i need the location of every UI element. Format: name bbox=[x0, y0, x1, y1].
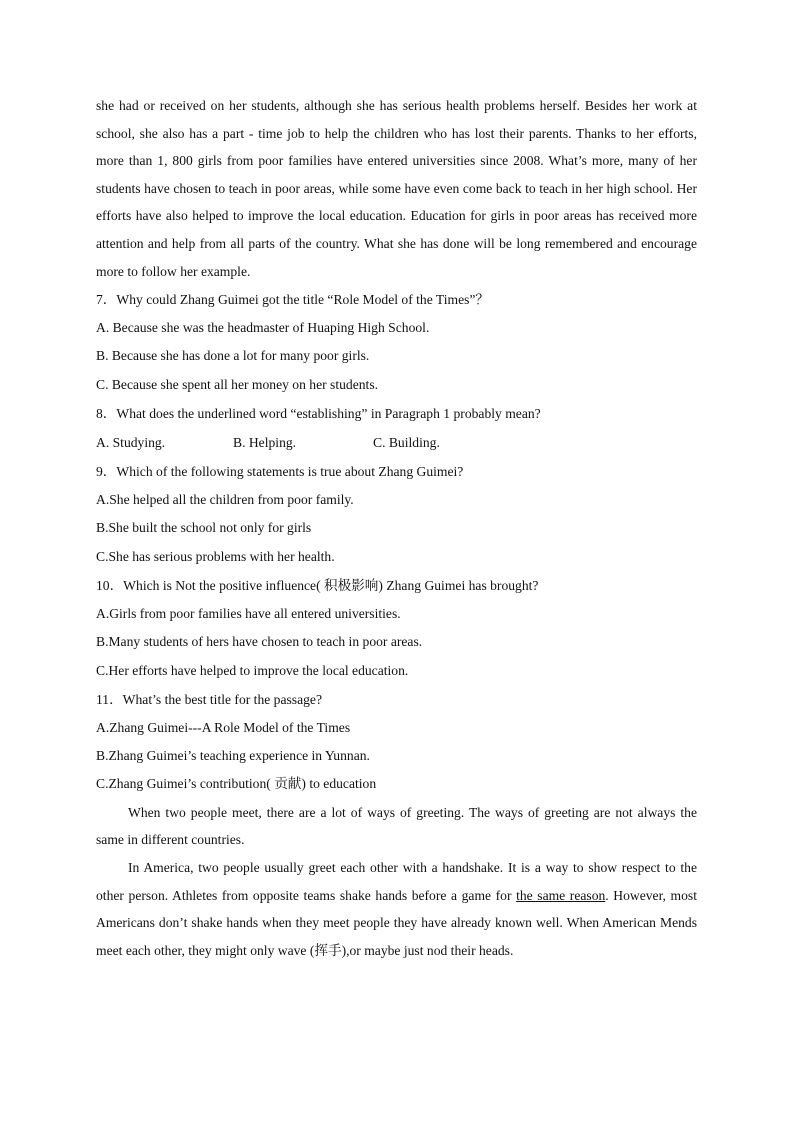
option-a: A. Studying. bbox=[96, 435, 166, 451]
underlined-phrase: the same reason bbox=[516, 887, 606, 903]
paragraph-text: In America, two people usually greet each other with a handshake. It is a way to show respect to the other person. Athletes from opposite teams shake hands before a game for bbox=[96, 859, 697, 903]
question-8 bbox=[96, 399, 697, 457]
question-10 bbox=[96, 571, 697, 685]
option-c: C. Building. bbox=[373, 435, 440, 451]
option-b: B.She built the school not only for girls bbox=[96, 520, 312, 536]
option-c: C.Zhang Guimei’s contribution( 贡献) to education bbox=[96, 776, 377, 792]
passage2-paragraph-2 bbox=[96, 854, 697, 964]
options-row bbox=[96, 428, 697, 457]
option-a: A. Because she was the headmaster of Huaping High School. bbox=[96, 320, 430, 336]
option-c: C.Her efforts have helped to improve the local education. bbox=[96, 662, 409, 678]
question-stem: 7．Why could Zhang Guimei got the title “Role Model of the Times”？ bbox=[96, 292, 490, 308]
option-c: C.She has serious problems with her health. bbox=[96, 548, 335, 564]
option-b: B.Many students of hers have chosen to teach in poor areas. bbox=[96, 634, 423, 650]
document-page bbox=[96, 92, 697, 964]
option-c: C. Because she spent all her money on her students. bbox=[96, 376, 379, 392]
question-stem: 8．What does the underlined word “establishing” in Paragraph 1 probably mean? bbox=[96, 406, 541, 422]
question-stem: 9．Which of the following statements is true about Zhang Guimei? bbox=[96, 464, 464, 480]
question-9 bbox=[96, 457, 697, 571]
question-11 bbox=[96, 685, 697, 799]
option-b: B. Because she has done a lot for many poor girls. bbox=[96, 348, 370, 364]
question-stem: 10．Which is Not the positive influence( 积极影响) Zhang Guimei has brought? bbox=[96, 577, 539, 593]
option-b: B. Helping. bbox=[233, 435, 297, 451]
option-b: B.Zhang Guimei’s teaching experience in Yunnan. bbox=[96, 748, 370, 764]
question-7 bbox=[96, 285, 697, 399]
question-stem: 11．What’s the best title for the passage? bbox=[96, 691, 322, 707]
passage2-paragraph-1: When two people meet, there are a lot of ways of greeting. The ways of greeting are not always the same in different countries. bbox=[96, 804, 697, 848]
passage1-text: she had or received on her students, although she has serious health problems herself. Besides her work at school, she also has a part - time job to help the children who has lost their parents. Thanks to her efforts, more than 1, 800 girls from poor families have entered universities since 2008. What’s more, many of her students have chosen to teach in poor areas, while some have even come back to teach in her high school. Her efforts have also helped to improve the local education. Education for girls in poor areas has received more attention and help from all parts of the country. What she has done will be long remembered and encourage more to follow her example. bbox=[96, 98, 697, 279]
option-a: A.Girls from poor families have all entered universities. bbox=[96, 605, 401, 621]
paragraph-text: . However, most Americans don’t shake hands when they meet people they have already known well. When American Mends meet each other, they might only wave (挥手),or maybe just nod their heads. bbox=[96, 887, 697, 958]
option-a: A.She helped all the children from poor family. bbox=[96, 492, 354, 508]
option-a: A.Zhang Guimei---A Role Model of the Times bbox=[96, 719, 351, 735]
